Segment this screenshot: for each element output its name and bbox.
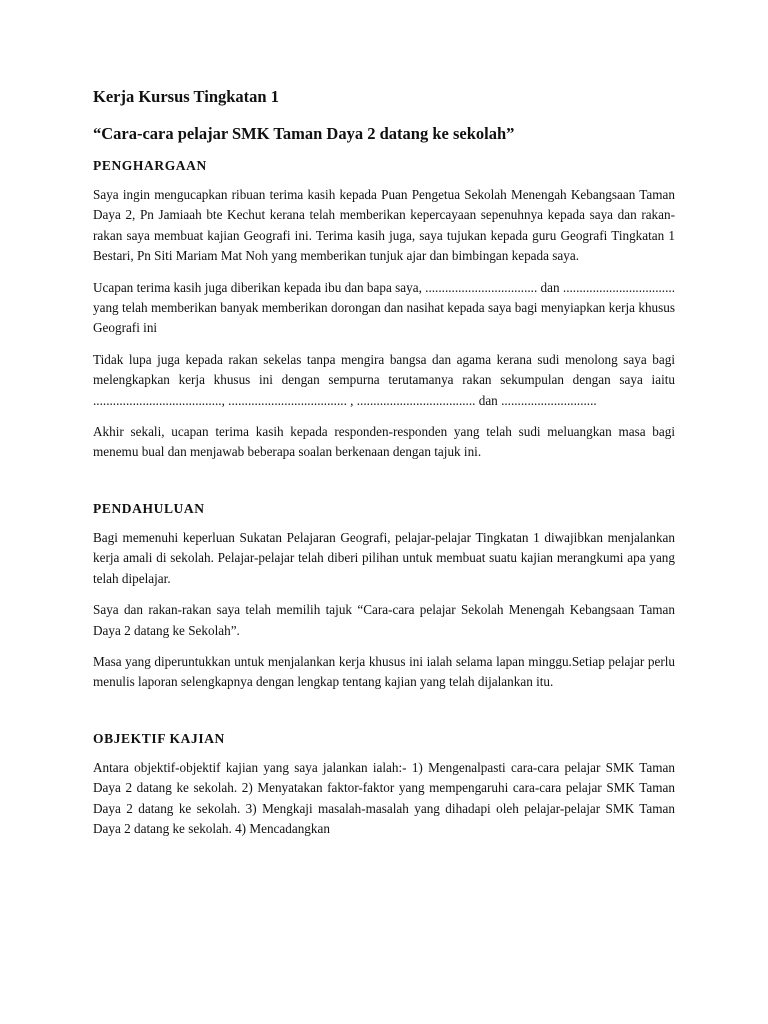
section-penghargaan [93, 156, 675, 463]
document-page [93, 86, 675, 839]
document-title: Kerja Kursus Tingkatan 1 [93, 87, 279, 106]
paragraph: Saya dan rakan-rakan saya telah memilih tajuk “Cara-cara pelajar Sekolah Menengah Kebangsaan Taman Daya 2 datang ke Sekolah”. [93, 602, 675, 638]
paragraph: Akhir sekali, ucapan terima kasih kepada responden-responden yang telah sudi meluangkan masa bagi menemu bual dan menjawab beberapa soalan berkenaan dengan tajuk ini. [93, 424, 675, 460]
section-heading: OBJEKTIF KAJIAN [93, 730, 225, 746]
paragraph: Antara objektif-objektif kajian yang saya jalankan ialah:- 1) Mengenalpasti cara-cara pelajar SMK Taman Daya 2 datang ke sekolah. 2) Menyatakan faktor-faktor yang mempengaruhi cara-cara pelajar SMK Taman Daya 2 datang ke sekolah. 3) Mengkaji masalah-masalah yang dihadapi oleh pelajar-pelajar SMK Taman Daya 2 datang ke sekolah. 4) Mencadangkan [93, 759, 675, 836]
paragraph: Tidak lupa juga kepada rakan sekelas tanpa mengira bangsa dan agama kerana sudi menolong saya bagi melengkapkan kerja khusus ini dengan sempurna terutamanya rakan sekumpulan dengan saya iaitu ......................................., .................................... , .................................... dan ............................. [93, 351, 675, 408]
section-heading: PENGHARGAAN [93, 158, 207, 173]
document-subtitle: “Cara-cara pelajar SMK Taman Daya 2 datang ke sekolah” [93, 124, 515, 143]
paragraph: Bagi memenuhi keperluan Sukatan Pelajaran Geografi, pelajar-pelajar Tingkatan 1 diwajibkan menjalankan kerja amali di sekolah. Pelajar-pelajar telah diberi pilihan untuk membuat suatu kajian merangkumi apa yang telah dipelajar. [93, 529, 675, 586]
section-objektif-kajian [93, 729, 675, 840]
paragraph: Masa yang diperuntukkan untuk menjalankan kerja khusus ini ialah selama lapan minggu.Setiap pelajar perlu menulis laporan selengkapnya dengan lengkap tentang kajian yang telah dijalankan itu. [93, 653, 675, 690]
section-heading: PENDAHULUAN [93, 500, 205, 516]
section-pendahuluan [93, 499, 675, 693]
paragraph: Ucapan terima kasih juga diberikan kepada ibu dan bapa saya, .................................. dan .................................. yang telah memberikan banyak memberikan dorongan dan nasihat kepada saya bagi menyiapkan kerja khusus Geografi ini [93, 279, 675, 336]
paragraph: Saya ingin mengucapkan ribuan terima kasih kepada Puan Pengetua Sekolah Menengah Kebangsaan Taman Daya 2, Pn Jamiaah bte Kechut kerana telah memberikan kepercayaan sepenuhnya kepada saya dan rakan-rakan saya membuat kajian Geografi ini. Terima kasih juga, saya tujukan kepada guru Geografi Tingkatan 1 Bestari, Pn Siti Mariam Mat Noh yang memberikan tunjuk ajar dan bimbingan kepada saya. [93, 187, 675, 264]
